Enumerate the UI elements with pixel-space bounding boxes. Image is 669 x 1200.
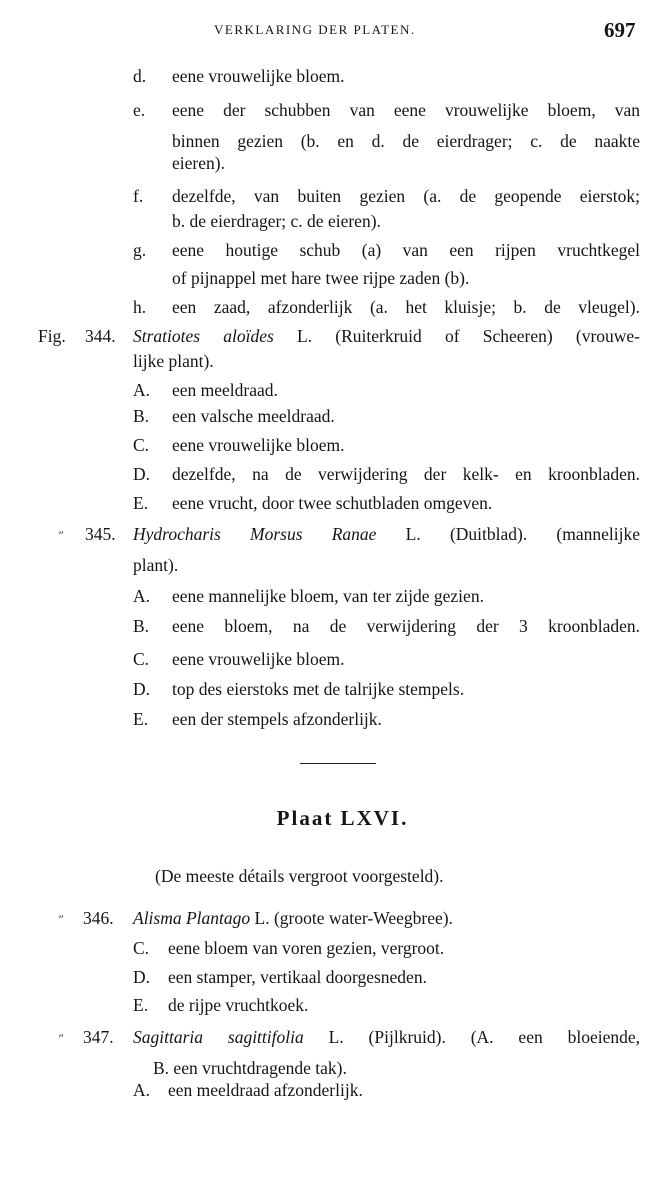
item-text: een zaad, afzonderlijk (a. het kluisje; b. de vleugel).	[172, 297, 640, 317]
fig-caption: L. (Ruiterkruid of Scheeren) (vrouwe-	[297, 326, 641, 346]
item-label: D.	[133, 967, 151, 987]
fig-caption: L. (groote water-Weegbree).	[254, 908, 453, 928]
species-name: Alisma Plantago	[133, 908, 251, 928]
item-label: D.	[133, 679, 151, 699]
item-text: eieren).	[172, 153, 225, 173]
item-text: een meeldraad.	[172, 380, 278, 400]
item-text: b. de eierdrager; c. de eieren).	[172, 211, 381, 231]
item-text: eene vrouwelijke bloem.	[172, 435, 345, 455]
item-text: dezelfde, van buiten gezien (a. de geopende eierstok;	[172, 186, 640, 206]
item-label: d.	[133, 66, 147, 86]
item-text: een meeldraad afzonderlijk.	[168, 1080, 363, 1100]
fig-number: 346.	[83, 908, 114, 928]
fig-number: 345.	[85, 524, 116, 544]
item-text: een der stempels afzonderlijk.	[172, 709, 382, 729]
fig-number: 344.	[85, 326, 116, 346]
fig-caption: L. (Pijlkruid). (A. een bloeiende,	[328, 1027, 640, 1047]
fig-number: 347.	[83, 1027, 114, 1047]
item-text: top des eierstoks met de talrijke stempels.	[172, 679, 465, 699]
item-text: eene mannelijke bloem, van ter zijde gezien.	[172, 586, 484, 606]
ditto-mark: ″	[58, 1031, 63, 1045]
species-name: Sagittaria sagittifolia	[133, 1027, 304, 1047]
running-title: VERKLARING DER PLATEN.	[214, 22, 416, 37]
item-label: E.	[133, 995, 149, 1015]
item-label: A.	[133, 586, 151, 606]
plate-subtitle: (De meeste détails vergroot voorgesteld).	[155, 866, 444, 886]
item-label: C.	[133, 435, 150, 455]
item-label: C.	[133, 938, 150, 958]
species-name: Stratiotes aloïdes	[133, 326, 274, 346]
item-text: de rijpe vruchtkoek.	[168, 995, 309, 1015]
fig-caption-cont: plant).	[133, 555, 179, 575]
plate-title: Plaat LXVI.	[276, 806, 409, 830]
species-name: Hydrocharis Morsus Ranae	[133, 524, 377, 544]
item-label: E.	[133, 709, 149, 729]
fig-caption-cont: B. een vruchtdragende tak).	[153, 1058, 347, 1078]
item-text: eene der schubben van eene vrouwelijke bloem, van	[172, 100, 640, 120]
item-text: eene vrucht, door twee schutbladen omgeven.	[172, 493, 493, 513]
item-label: A.	[133, 1080, 151, 1100]
page-number: 697	[604, 18, 636, 42]
item-label: D.	[133, 464, 151, 484]
fig-caption-cont: lijke plant).	[133, 351, 214, 371]
item-text: of pijnappel met hare twee rijpe zaden (b).	[172, 268, 470, 288]
item-text: een valsche meeldraad.	[172, 406, 335, 426]
item-text: binnen gezien (b. en d. de eierdrager; c. de naakte	[172, 131, 640, 151]
item-label: f.	[133, 186, 144, 206]
item-label: e.	[133, 100, 146, 120]
item-text: eene vrouwelijke bloem.	[172, 66, 345, 86]
ditto-mark: ″	[58, 912, 63, 926]
section-divider	[300, 763, 376, 764]
item-text: eene bloem, na de verwijdering der 3 kroonbladen.	[172, 616, 640, 636]
item-text: een stamper, vertikaal doorgesneden.	[168, 967, 427, 987]
item-label: g.	[133, 240, 147, 260]
ditto-mark: ″	[58, 528, 63, 542]
item-label: E.	[133, 493, 149, 513]
item-label: C.	[133, 649, 150, 669]
item-text: eene bloem van voren gezien, vergroot.	[168, 938, 445, 958]
item-label: h.	[133, 297, 147, 317]
fig-caption: L. (Duitblad). (mannelijke	[405, 524, 640, 544]
item-label: B.	[133, 616, 150, 636]
item-label: B.	[133, 406, 150, 426]
item-text: dezelfde, na de verwijdering der kelk- en kroonbladen.	[172, 464, 640, 484]
item-text: eene vrouwelijke bloem.	[172, 649, 345, 669]
item-label: A.	[133, 380, 151, 400]
fig-prefix: Fig.	[38, 326, 66, 346]
item-text: eene houtige schub (a) van een rijpen vruchtkegel	[172, 240, 640, 260]
